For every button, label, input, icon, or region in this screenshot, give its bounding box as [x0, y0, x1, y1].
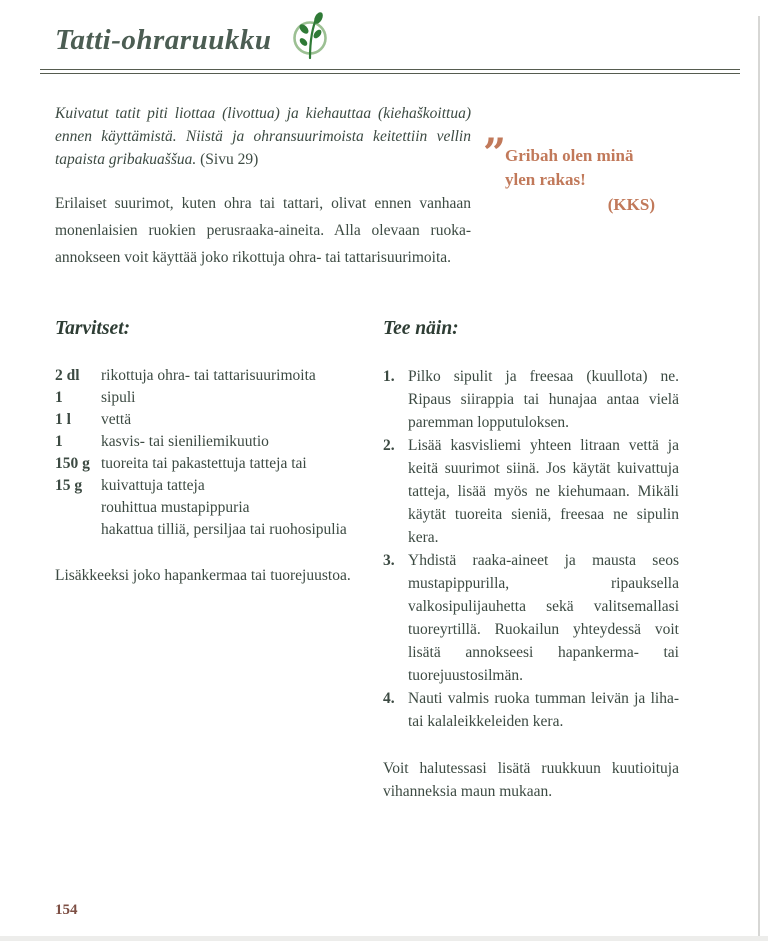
sprout-icon	[287, 12, 333, 65]
ingredient-qty	[55, 497, 101, 519]
pull-quote	[483, 130, 659, 217]
step-row	[383, 687, 679, 733]
ingredient-name: sipuli	[101, 389, 136, 406]
step-number: 1.	[383, 368, 395, 385]
quote-line-2: ylen rakas!	[505, 170, 586, 189]
ingredient-qty: 15 g	[55, 477, 83, 494]
step-text: Pilko sipulit ja freesaa (kuullota) ne. Ripaus siirappia tai hunajaa antaa vielä paremman lopputuloksen.	[408, 368, 679, 431]
instructions-note: Voit halutessasi lisätä ruukkuun kuutioituja vihanneksia maun mukaan.	[383, 760, 679, 800]
ingredient-qty: 1 l	[55, 411, 71, 428]
ingredient-row	[55, 475, 355, 497]
page-content	[0, 102, 768, 803]
step-row	[383, 434, 679, 549]
page-edge-right	[758, 16, 760, 941]
ingredient-row	[55, 453, 355, 475]
ingredient-row	[55, 387, 355, 409]
ingredient-name: hakattua tilliä, persiljaa tai ruohosipulia	[101, 521, 347, 538]
body-paragraph: Erilaiset suurimot, kuten ohra tai tattari, olivat ennen vanhaan monenlaisien ruokien perusraaka-aineita. Alla olevaan ruoka-annokseen voit käyttää joko rikottuja ohra- tai tattarisuurimoita.	[55, 195, 471, 266]
ingredients-section	[55, 318, 355, 803]
ingredient-name: kuivattuja tatteja	[101, 477, 205, 494]
ingredient-row	[55, 519, 355, 541]
ingredient-name: tuoreita tai pakastettuja tatteja tai	[101, 455, 307, 472]
ingredients-heading: Tarvitset:	[55, 318, 131, 339]
step-text: Lisää kasvisliemi yhteen litraan vettä ja keitä suurimot siinä. Jos käytät kuivattuja tatteja, lisää myös ne kiehumaan. Mikäli käytät tuoreita sieniä, freesaa ne sipulin kera.	[408, 437, 679, 546]
ingredient-qty: 1	[55, 433, 63, 450]
quote-text	[505, 144, 659, 217]
quote-attribution: (KKS)	[607, 195, 655, 214]
ingredient-row	[55, 431, 355, 453]
steps-list	[383, 365, 679, 733]
step-row	[383, 549, 679, 687]
intro-page-reference: (Sivu 29)	[200, 151, 259, 168]
page-number: 154	[55, 902, 78, 918]
intro-italic-text: Kuivatut tatit piti liottaa (livottua) ja kiehauttaa (kiehaškoittua) ennen käyttämistä. Niistä ja ohransuurimoista keitettiin vellin tapaista gribakuaššua.	[55, 105, 471, 168]
ingredient-row	[55, 497, 355, 519]
instructions-heading: Tee näin:	[383, 318, 459, 339]
ingredient-name: kasvis- tai sieniliemikuutio	[101, 433, 269, 450]
recipe-columns	[55, 318, 740, 803]
step-text: Nauti valmis ruoka tumman leivän ja liha- tai kalaleikkeleiden kera.	[408, 690, 679, 730]
ingredient-qty: 2 dl	[55, 367, 80, 384]
quote-mark-icon: ”	[483, 130, 507, 177]
ingredients-list	[55, 365, 355, 541]
ingredient-name: rouhittua mustapippuria	[101, 499, 250, 516]
instructions-section	[383, 318, 679, 803]
ingredient-row	[55, 409, 355, 431]
ingredient-name: vettä	[101, 411, 132, 428]
step-number: 4.	[383, 690, 395, 707]
ingredient-qty: 150 g	[55, 455, 90, 472]
page-header	[55, 16, 740, 65]
intro-paragraph	[55, 102, 471, 171]
ingredient-qty	[55, 519, 101, 541]
lede-column	[55, 102, 471, 271]
page-title: Tatti-ohraruukku	[55, 24, 272, 56]
step-number: 3.	[383, 552, 395, 569]
step-text: Yhdistä raaka-aineet ja mausta seos mustapippurilla, ripauksella valkosipulijauhetta sekä valitsemallasi tuoreyrtillä. Ruokailun yhteydessä voit lisätä annokseesi hapankerma- tai tuorejuustosilmän.	[408, 552, 679, 684]
header-divider	[40, 69, 740, 74]
ingredient-qty: 1	[55, 389, 63, 406]
page-edge-bottom	[0, 936, 768, 941]
step-row	[383, 365, 679, 434]
quote-line-1: Gribah olen minä	[505, 146, 634, 165]
step-number: 2.	[383, 437, 395, 454]
ingredients-note: Lisäkkeeksi joko hapankermaa tai tuorejuustoa.	[55, 567, 351, 584]
ingredient-name: rikottuja ohra- tai tattarisuurimoita	[101, 367, 316, 384]
ingredient-row	[55, 365, 355, 387]
